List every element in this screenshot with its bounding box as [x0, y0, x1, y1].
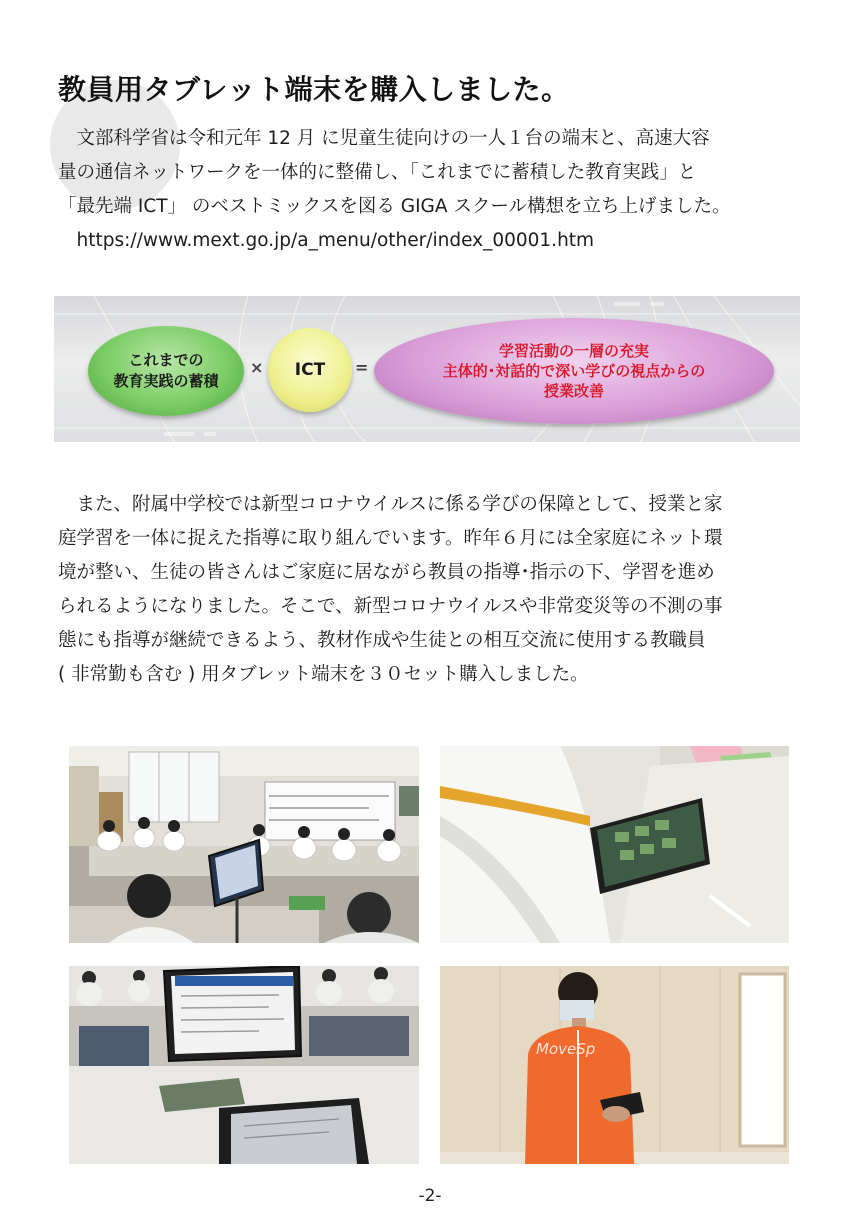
paragraph-line: 「最先端 ICT」 のベストミックスを図る GIGA スクール構想を立ち上げました。	[58, 196, 731, 217]
paragraph-line: 文部科学省は令和元年 12 月 に児童生徒向けの一人１台の端末と、高速大容	[58, 128, 710, 149]
oval-text-line: 学習活動の一層の充実	[498, 342, 649, 360]
shirt-logo-text: MoveSp	[536, 1040, 596, 1058]
paragraph-line: 庭学習を一体に捉えた指導に取り組んでいます。昨年６月には全家庭にネット環	[58, 528, 723, 549]
intro-paragraph	[58, 122, 731, 258]
body-paragraph	[58, 488, 723, 692]
page-title: 教員用タブレット端末を購入しました。	[58, 73, 570, 106]
learning-outcome-oval	[374, 318, 774, 424]
photo-meeting-tablet	[69, 966, 419, 1164]
photo-staff-meeting	[69, 746, 419, 943]
paragraph-line: 境が整い、生徒の皆さんはご家庭に居ながら教員の指導･指示の下、学習を進め	[58, 562, 715, 583]
paragraph-line: ( 非常勤も含む ) 用タブレット端末を３０セット購入しました。	[58, 664, 589, 685]
paragraph-line: また、附属中学校では新型コロナウイルスに係る学びの保障として、授業と家	[58, 494, 723, 515]
past-practice-oval	[88, 326, 244, 416]
oval-text-line: 授業改善	[543, 382, 604, 400]
ict-label: ICT	[294, 360, 326, 380]
paragraph-line: 態にも指導が継続できるよう、教材作成や生徒との相互交流に使用する教職員	[58, 630, 706, 651]
oval-text-line: 教育実践の蓄積	[113, 372, 219, 390]
paragraph-line: 量の通信ネットワークを一体的に整備し、「これまでに蓄積した教育実践」と	[58, 162, 697, 183]
multiply-sign: ×	[250, 358, 264, 377]
page-number: -2-	[418, 1186, 442, 1206]
ict-circle	[268, 328, 352, 412]
photo-teacher-tablet	[440, 966, 789, 1164]
paragraph-line: られるようになりました。そこで、新型コロナウイルスや非常変災等の不測の事	[58, 596, 723, 617]
photo-tablet-closeup	[440, 746, 789, 943]
oval-text-line: 主体的･対話的で深い学びの視点からの	[442, 362, 706, 380]
giga-concept-banner	[54, 296, 800, 442]
url-line: https://www.mext.go.jp/a_menu/other/index_00001.htm	[58, 230, 595, 251]
oval-text-line: これまでの	[128, 351, 204, 369]
equals-sign: =	[355, 358, 369, 377]
